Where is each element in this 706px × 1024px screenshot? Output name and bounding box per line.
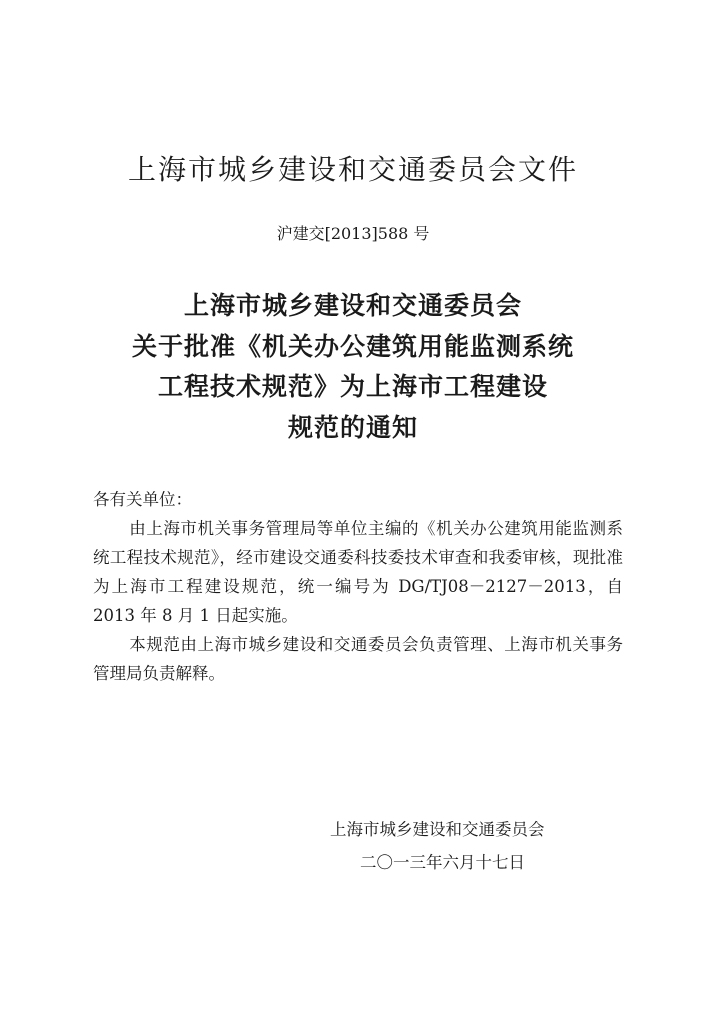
title-line: 规范的通知 [287, 412, 418, 442]
title-line: 上海市城乡建设和交通委员会 [183, 291, 522, 320]
title-line: 关于批准《机关办公建筑用能监测系统 [131, 331, 574, 361]
body-paragraph: 由上海市机关事务管理局等单位主编的《机关办公建筑用能监测系统工程技术规范》，经市建设交通委科技委技术审查和我委审核，现批准为上海市工程建设规范，统一编号为 DG/TJ08－2127－2013，自 2013 年 8 月 1 日起实施。 [93, 519, 623, 625]
body-paragraph: 本规范由上海市城乡建设和交通委员会负责管理、上海市机关事务管理局负责解释。 [93, 635, 623, 683]
signature-date: 二〇一三年六月十七日 [360, 853, 525, 872]
signature-block [330, 815, 545, 878]
salutation: 各有关单位： [93, 490, 192, 509]
notice-body [93, 485, 623, 688]
issuing-authority-header: 上海市城乡建设和交通委员会文件 [127, 153, 578, 186]
document-number: 沪建交[2013]588 号 [276, 224, 430, 243]
title-line: 工程技术规范》为上海市工程建设 [157, 372, 548, 401]
signature-organization: 上海市城乡建设和交通委员会 [330, 820, 545, 839]
document-title [0, 288, 706, 446]
